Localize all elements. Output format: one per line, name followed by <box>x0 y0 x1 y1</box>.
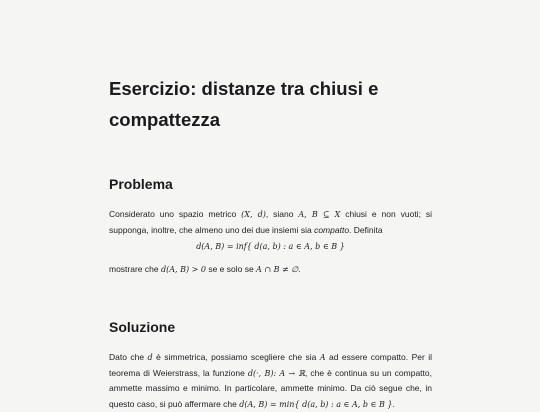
text-span: se e solo se <box>205 264 257 274</box>
text-span: chiusi e non vuoti; si supponga, inoltre, che almeno uno dei due insiemi sia <box>109 209 432 235</box>
page-title: Esercizio: distanze tra chiusi e compattezza <box>109 78 379 130</box>
text-span: . <box>392 398 395 409</box>
text-span: Considerato uno spazio metrico <box>109 209 242 219</box>
math-function: d(·, B): A → ℝ <box>247 368 305 378</box>
math-metric-space: (X, d) <box>241 210 266 219</box>
text-span: . <box>298 264 301 274</box>
text-span: . Definita <box>349 224 383 235</box>
text-span: Dato che <box>109 352 148 362</box>
problem-statement-paragraph <box>109 207 432 238</box>
math-a: A <box>319 353 326 362</box>
math-d: d <box>147 353 153 362</box>
text-span: , che è continua su un compatto, ammette massimo e minimo. In particolare, ammette minimo. Da ciò segue che, in questo caso, si può affermare che <box>109 367 432 409</box>
emphasis-compatto: compatto <box>314 224 350 235</box>
section-heading-problema: Problema <box>109 176 173 192</box>
text-span: mostrare che <box>109 264 161 274</box>
text-span: , siano <box>265 209 299 219</box>
math-distance-min: d(A, B) = min{ d(a, b) : a ∈ A, b ∈ B } <box>239 399 393 409</box>
problem-goal-paragraph <box>109 262 432 278</box>
math-intersection: A ∩ B ≠ ∅ <box>256 265 299 274</box>
text-span: è simmetrica, possiamo scegliere che sia <box>152 352 320 362</box>
section-heading-soluzione: Soluzione <box>109 319 176 335</box>
display-formula <box>109 241 432 251</box>
text-span: ad essere compatto. Per il teorema di Weierstrass, la funzione <box>109 352 432 378</box>
math-sets: A, B ⊆ X <box>298 210 341 219</box>
math-distance-positive: d(A, B) > 0 <box>160 265 206 274</box>
math-distance-definition: d(A, B) = inf{ d(a, b) : a ∈ A, b ∈ B } <box>196 242 345 251</box>
solution-paragraph <box>109 350 432 412</box>
